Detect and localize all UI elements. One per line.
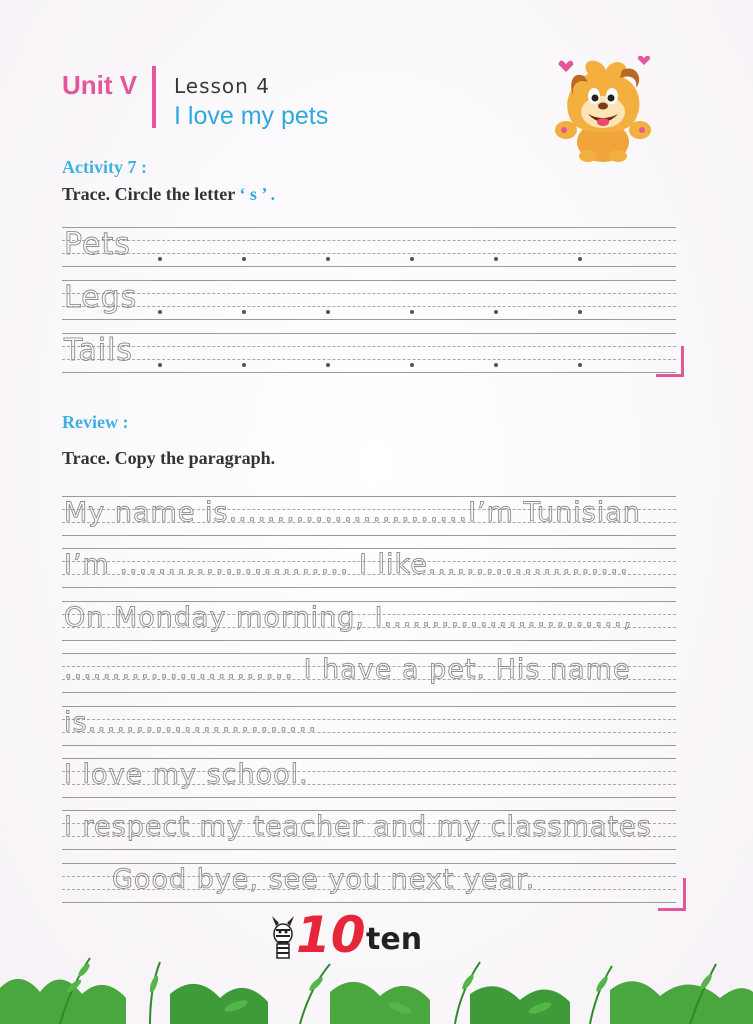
dot-mark [410, 363, 414, 367]
review-trace-text: I respect my teacher and my classmates [64, 811, 652, 842]
guide-line [62, 692, 676, 693]
dot-mark [158, 257, 162, 261]
trace-row [62, 227, 676, 267]
guide-line [62, 266, 676, 267]
review-instruction: Trace. Copy the paragraph. [62, 448, 276, 468]
activity-instruction [62, 184, 275, 205]
guide-line [62, 372, 676, 373]
dot-mark [242, 363, 246, 367]
review-trace-row [62, 758, 676, 798]
corner-marker [658, 908, 686, 911]
review-trace-text: ........................ I have a pet. His name [64, 654, 631, 685]
dot-mark [578, 257, 582, 261]
review-trace-row [62, 548, 676, 588]
dot-mark [494, 310, 498, 314]
dog-mascot-icon [548, 56, 658, 168]
guide-line [62, 293, 676, 294]
guide-line [62, 640, 676, 641]
review-trace-text: My name is.........................I’m Tunisian [64, 497, 641, 528]
dot-mark [326, 363, 330, 367]
guide-line [62, 240, 676, 241]
review-trace-text: I love my school. [64, 759, 309, 790]
trace-row [62, 333, 676, 373]
activity-instruction-letter: ‘ s ’ . [239, 184, 276, 204]
dot-mark [242, 257, 246, 261]
review-trace-row [62, 496, 676, 536]
guide-line [62, 319, 676, 320]
guide-line [62, 280, 676, 281]
trace-row [62, 280, 676, 320]
guide-line [62, 902, 676, 903]
trace-word: Tails [64, 333, 134, 368]
review-trace-row [62, 601, 676, 641]
header-divider [152, 66, 156, 128]
review-trace-row [62, 706, 676, 746]
corner-marker [656, 374, 684, 377]
guide-line [62, 346, 676, 347]
guide-line [62, 535, 676, 536]
dot-mark [410, 310, 414, 314]
dot-mark [326, 257, 330, 261]
trace-word: Pets [64, 227, 131, 262]
dot-mark [242, 310, 246, 314]
guide-line [62, 306, 676, 307]
lesson-label: Lesson 4 [174, 74, 270, 98]
corner-marker [683, 878, 686, 911]
dot-mark [578, 363, 582, 367]
dot-mark [326, 310, 330, 314]
review-trace-text: I’m ........................ I like..................... [64, 549, 630, 580]
unit-label: Unit V [62, 70, 138, 100]
page-number-word: ten [366, 922, 423, 957]
review-label: Review : [62, 412, 129, 432]
review-trace-row [62, 863, 676, 903]
guide-line [62, 745, 676, 746]
review-trace-text: On Monday morning, I........................., [64, 602, 633, 633]
activity-label: Activity 7 : [62, 157, 147, 177]
dot-mark [158, 310, 162, 314]
dotted-line [158, 363, 588, 367]
lesson-title: I love my pets [174, 102, 329, 130]
guide-line [62, 587, 676, 588]
guide-line [62, 797, 676, 798]
guide-line [62, 253, 676, 254]
review-trace-row [62, 653, 676, 693]
dot-mark [494, 257, 498, 261]
dot-mark [578, 310, 582, 314]
grass-border-decoration [0, 948, 753, 1024]
trace-word: Legs [64, 280, 138, 315]
corner-marker [681, 346, 684, 377]
activity-instruction-text: Trace. Circle the letter [62, 184, 235, 204]
dot-mark [410, 257, 414, 261]
review-trace-text: Good bye, see you next year. [112, 864, 536, 895]
dotted-line [158, 257, 588, 261]
guide-line [62, 849, 676, 850]
guide-line [62, 359, 676, 360]
guide-line [62, 227, 676, 228]
dot-mark [158, 363, 162, 367]
dotted-line [158, 310, 588, 314]
page-number: 10 [296, 906, 366, 964]
review-trace-row [62, 810, 676, 850]
review-trace-text: is........................ [64, 707, 318, 738]
guide-line [62, 333, 676, 334]
dot-mark [494, 363, 498, 367]
